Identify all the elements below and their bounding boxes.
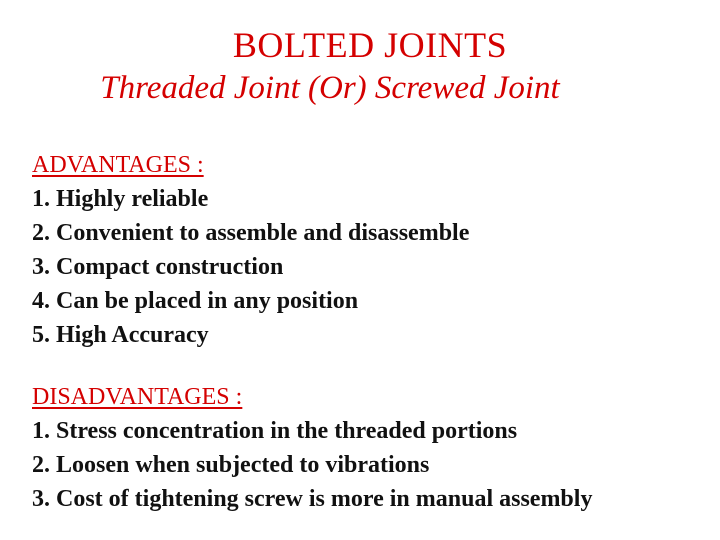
advantages-heading: ADVANTAGES : xyxy=(32,152,204,178)
advantage-item: 4. Can be placed in any position xyxy=(32,288,359,314)
disadvantage-item: 3. Cost of tightening screw is more in manual assembly xyxy=(32,486,593,512)
advantage-item: 5. High Accuracy xyxy=(32,322,209,348)
advantages-list xyxy=(32,182,712,352)
slide-subtitle: Threaded Joint (Or) Screwed Joint xyxy=(100,70,560,106)
disadvantages-heading: DISADVANTAGES : xyxy=(32,384,243,410)
advantage-item: 1. Highly reliable xyxy=(32,186,209,212)
advantages-section xyxy=(32,148,712,352)
slide-title: BOLTED JOINTS xyxy=(232,25,508,65)
disadvantages-section xyxy=(32,380,712,516)
advantage-item: 3. Compact construction xyxy=(32,254,284,280)
disadvantage-item: 1. Stress concentration in the threaded portions xyxy=(32,418,518,444)
disadvantage-item: 2. Loosen when subjected to vibrations xyxy=(32,452,430,478)
advantage-item: 2. Convenient to assemble and disassemble xyxy=(32,220,470,246)
disadvantages-list xyxy=(32,414,712,516)
